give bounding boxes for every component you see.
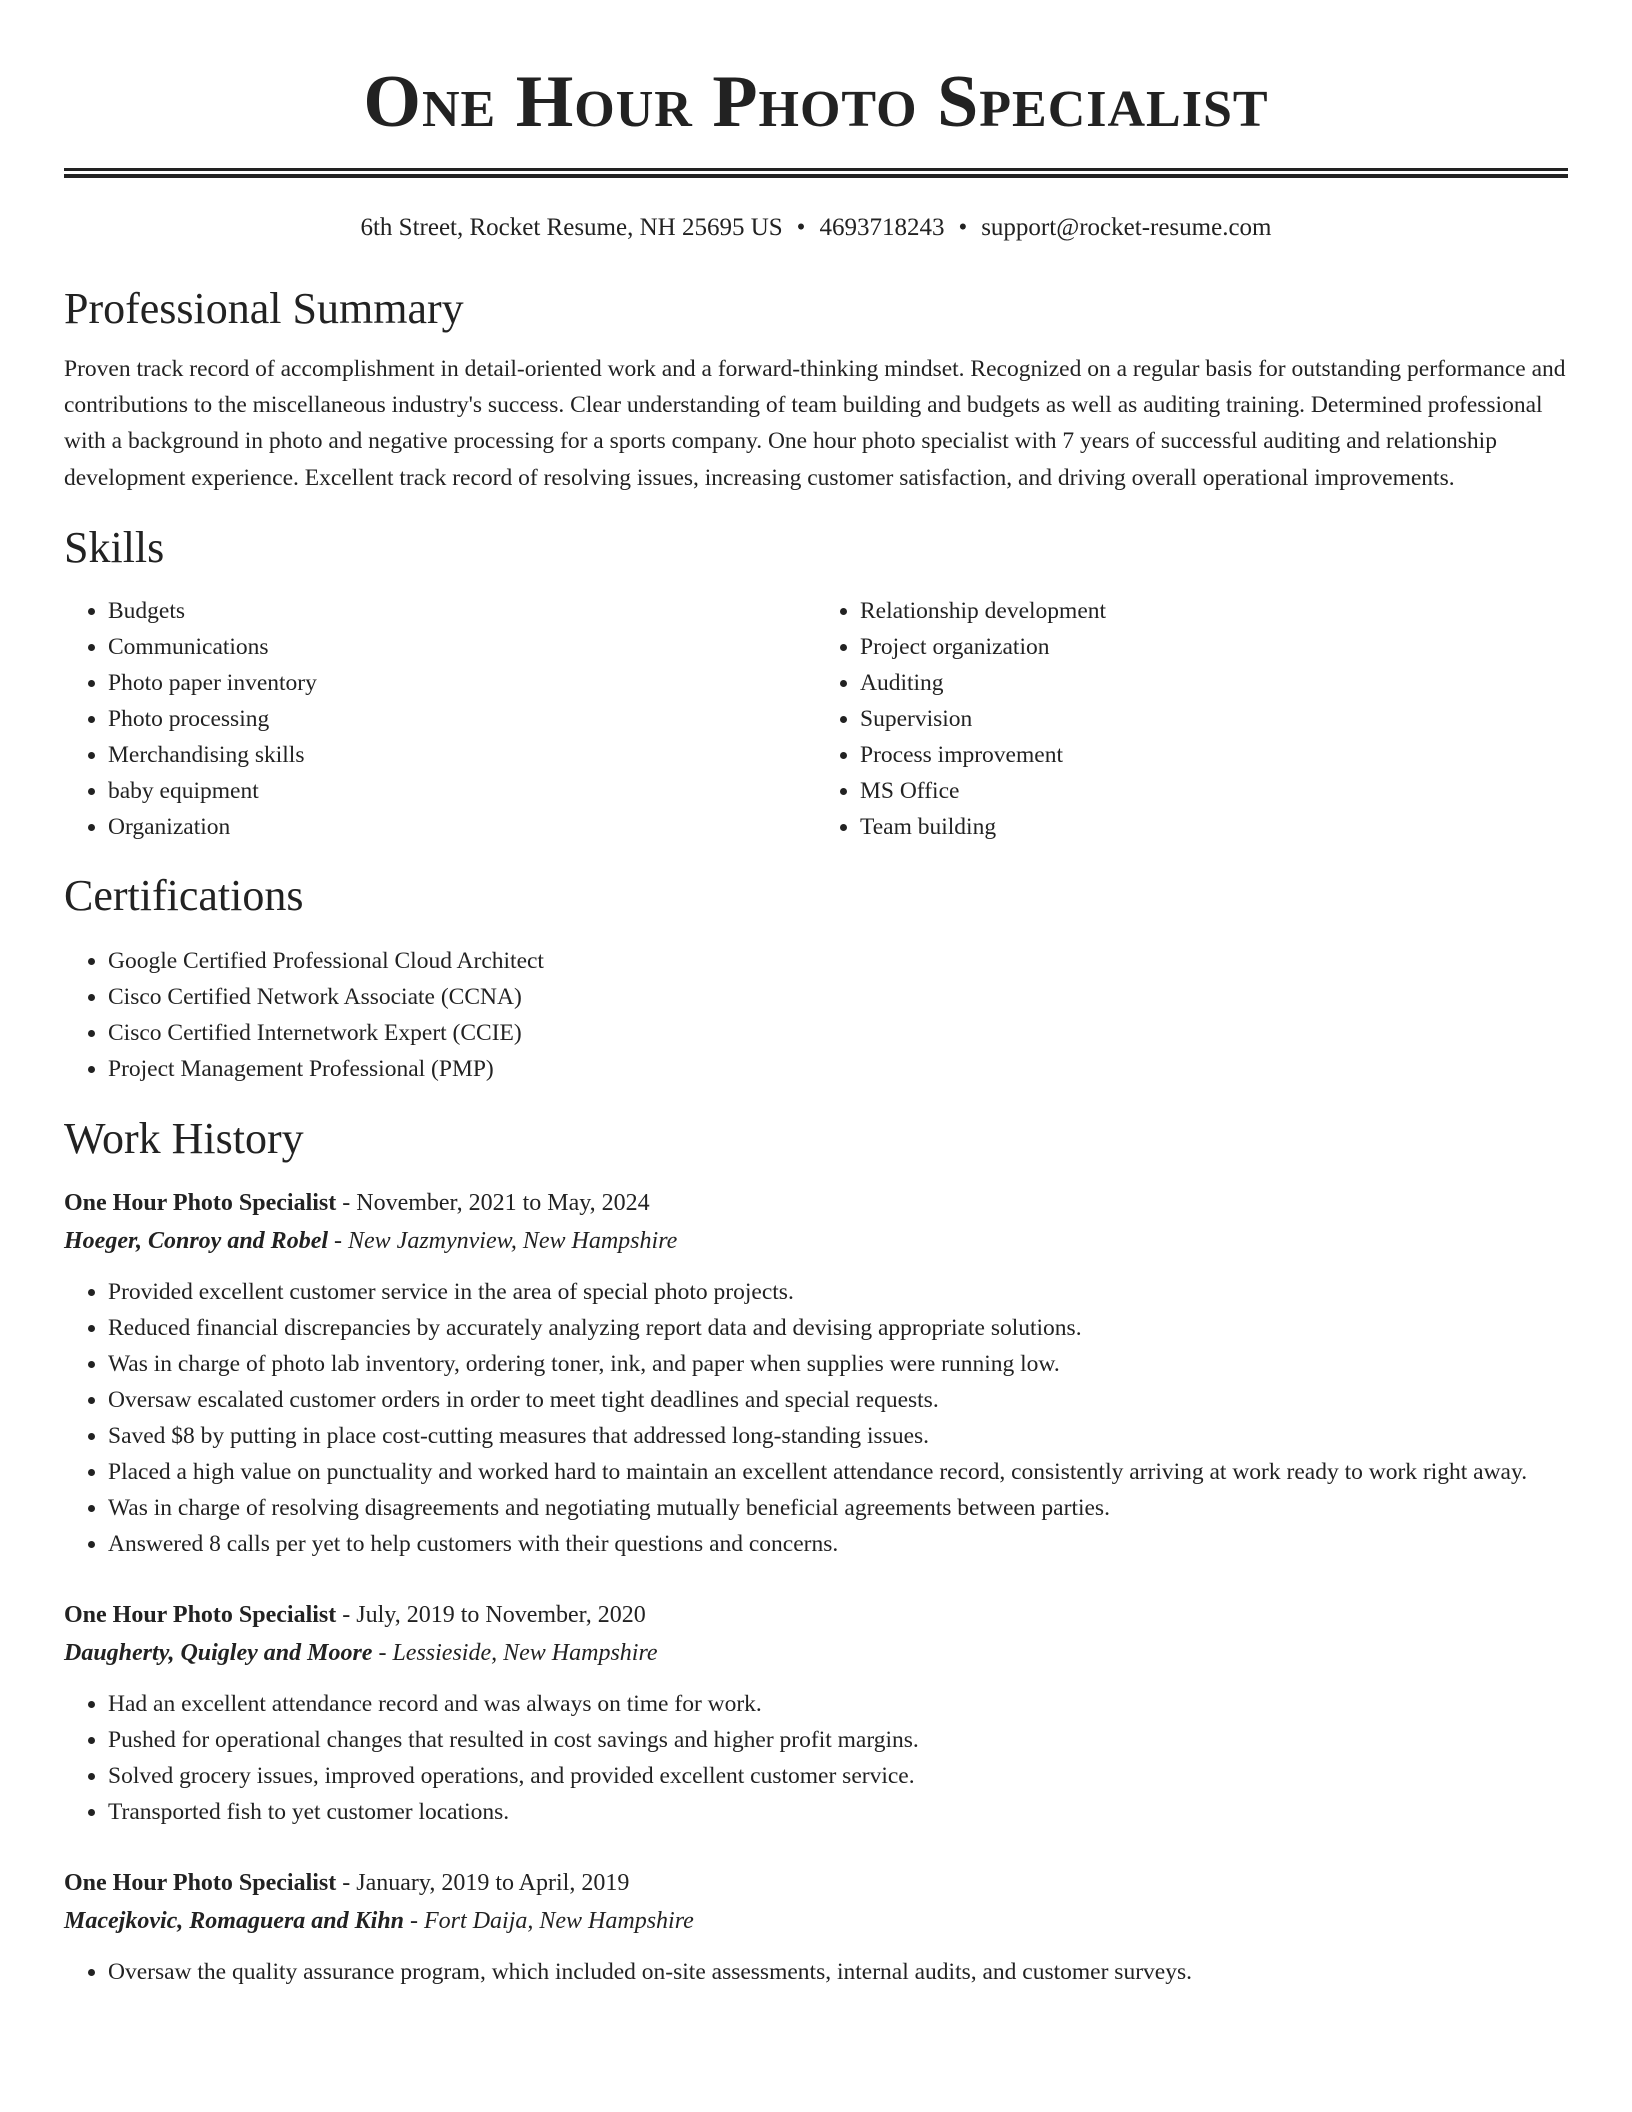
job-duty-item: • Placed a high value on punctuality and worked hard to maintain an excellent attendance record, consistently arriving at work ready to work right away. [108, 1454, 1568, 1490]
job-duty-item: • Provided excellent customer service in the area of special photo projects. [108, 1274, 1568, 1310]
certification-item: • Project Management Professional (PMP) [108, 1051, 1568, 1087]
job-duty-item: • Saved $8 by putting in place cost-cutting measures that addressed long-standing issues. [108, 1418, 1568, 1454]
skill-item: • Photo processing [108, 701, 816, 737]
skills-list-right [816, 593, 1568, 845]
job-duty-item: • Reduced financial discrepancies by accurately analyzing report data and devising appropriate solutions. [108, 1310, 1568, 1346]
skills-columns [64, 593, 1568, 845]
skill-item: • Relationship development [860, 593, 1568, 629]
contact-phone: 4693718243 [819, 214, 945, 241]
title-divider [64, 168, 1568, 178]
job-duty-item: • Was in charge of resolving disagreements and negotiating mutually beneficial agreements between parties. [108, 1490, 1568, 1526]
job-header [64, 1864, 1568, 1902]
job-title: One Hour Photo Specialist [64, 1189, 337, 1216]
job-company: Macejkovic, Romaguera and Kihn [64, 1907, 405, 1934]
job-duty-item: • Oversaw escalated customer orders in order to meet tight deadlines and special requests. [108, 1382, 1568, 1418]
skill-item: • baby equipment [108, 773, 816, 809]
skill-item: • Supervision [860, 701, 1568, 737]
job-employer [64, 1634, 1568, 1672]
job-location: - Fort Daija, New Hampshire [404, 1907, 694, 1934]
job-duty-item: • Answered 8 calls per yet to help customers with their questions and concerns. [108, 1526, 1568, 1562]
job-duties-list [64, 1686, 1568, 1830]
skill-item: • Process improvement [860, 737, 1568, 773]
job-company: Hoeger, Conroy and Robel [64, 1227, 329, 1254]
job-duty-item: • Had an excellent attendance record and was always on time for work. [108, 1686, 1568, 1722]
certifications-list [64, 943, 1568, 1087]
skill-item: • Project organization [860, 629, 1568, 665]
job-location: - Lessieside, New Hampshire [372, 1639, 658, 1666]
skill-item: • MS Office [860, 773, 1568, 809]
job-dates: - January, 2019 to April, 2019 [336, 1869, 630, 1896]
job-duties-list [64, 1954, 1568, 1990]
skills-list-left [64, 593, 816, 845]
summary-text: Proven track record of accomplishment in detail-oriented work and a forward-thinking mindset. Recognized on a regular basis for outstanding performance and contributions to the miscellaneous industry's success. Clear understanding of team building and budgets as well as auditing training. Determined professional with a background in photo and negative processing for a sports company. One hour photo specialist with 7 years of successful auditing and relationship development experience. Excellent track record of resolving issues, increasing customer satisfaction, and driving overall operational improvements. [64, 356, 1566, 491]
job-duty-item: • Solved grocery issues, improved operations, and provided excellent customer service. [108, 1758, 1568, 1794]
work-history-heading: Work History [64, 1113, 304, 1163]
skill-item: • Budgets [108, 593, 816, 629]
job-header [64, 1596, 1568, 1634]
job-duty-item: • Transported fish to yet customer locations. [108, 1794, 1568, 1830]
contact-address: 6th Street, Rocket Resume, NH 25695 US [360, 214, 783, 241]
contact-separator: • [796, 214, 806, 241]
job-employer [64, 1222, 1568, 1260]
certification-item: • Cisco Certified Network Associate (CCNA) [108, 979, 1568, 1015]
contact-email: support@rocket-resume.com [981, 214, 1272, 241]
skills-heading: Skills [64, 522, 165, 572]
job-header [64, 1184, 1568, 1222]
resume-page [64, 0, 1568, 1990]
job-title: One Hour Photo Specialist [64, 1601, 337, 1628]
job-location: - New Jazmynview, New Hampshire [328, 1227, 678, 1254]
job-title: One Hour Photo Specialist [64, 1869, 337, 1896]
job-dates: - July, 2019 to November, 2020 [336, 1601, 646, 1628]
certifications-heading: Certifications [64, 870, 304, 920]
job-company: Daugherty, Quigley and Moore [64, 1639, 373, 1666]
job-duties-list [64, 1274, 1568, 1562]
summary-heading: Professional Summary [64, 284, 464, 333]
job-duty-item: • Was in charge of photo lab inventory, ordering toner, ink, and paper when supplies were running low. [108, 1346, 1568, 1382]
contact-line [64, 212, 1568, 244]
certification-item: • Google Certified Professional Cloud Architect [108, 943, 1568, 979]
job-duty-item: • Oversaw the quality assurance program, which included on-site assessments, internal audits, and customer surveys. [108, 1954, 1568, 1990]
skill-item: • Photo paper inventory [108, 665, 816, 701]
certification-item: • Cisco Certified Internetwork Expert (CCIE) [108, 1015, 1568, 1051]
skill-item: • Team building [860, 809, 1568, 845]
resume-title: One Hour Photo Specialist [363, 61, 1269, 143]
skill-item: • Organization [108, 809, 816, 845]
contact-separator: • [958, 214, 968, 241]
skill-item: • Merchandising skills [108, 737, 816, 773]
job-employer [64, 1902, 1568, 1940]
skill-item: • Auditing [860, 665, 1568, 701]
job-dates: - November, 2021 to May, 2024 [336, 1189, 650, 1216]
job-duty-item: • Pushed for operational changes that resulted in cost savings and higher profit margins. [108, 1722, 1568, 1758]
skill-item: • Communications [108, 629, 816, 665]
